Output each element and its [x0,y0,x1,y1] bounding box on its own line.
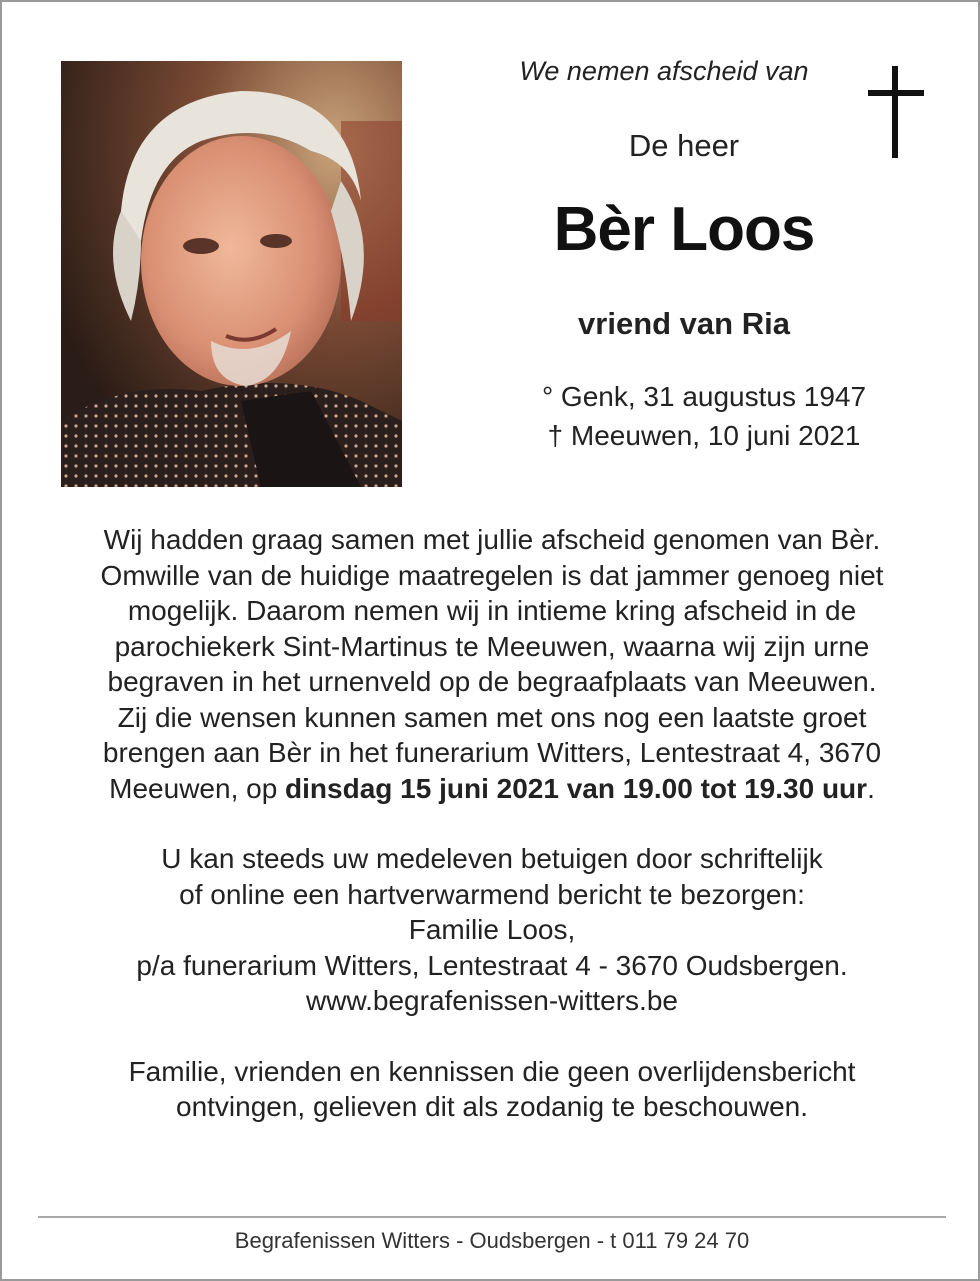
footer-contact: Begrafenissen Witters - Oudsbergen - t 011 79 24 70 [234,1228,750,1253]
notice-line-2: ontvingen, gelieven dit als zodanig te beschouwen. [176,1091,808,1122]
paragraph-visitation [32,700,952,807]
life-dates [482,377,926,455]
paragraph-condolence [32,841,952,1019]
website-link[interactable]: www.begrafenissen-witters.be [306,985,678,1016]
notice-body [32,522,952,1125]
relation-line: vriend van Ria [578,306,790,341]
deceased-name: Bèr Loos [553,195,815,264]
condolence-line-3: Familie Loos, [408,914,576,945]
footer-divider [38,1216,946,1218]
birth-line: ° Genk, 31 augustus 1947 [541,381,867,412]
visitation-end: . [867,772,875,804]
notice-line-1: Familie, vrienden en kennissen die geen overlijdensbericht [128,1055,856,1087]
paragraph-farewell: Wij hadden graag samen met jullie afscheid genomen van Bèr. Omwille van de huidige maatregelen is dat jammer genoeg niet mogelijk. Daarom nemen wij in intieme kring afscheid in de parochiekerk Sint-Martinus te Meeuwen, waarna wij zijn urne begraven in het urnenveld op de begraafplaats van Meeuwen. [100,524,884,697]
condolence-address: p/a funerarium Witters, Lentestraat 4 - 3670 Oudsbergen. [136,949,848,981]
visitation-time: dinsdag 15 juni 2021 van 19.00 tot 19.30 uur [285,772,868,804]
death-line: † Meeuwen, 10 juni 2021 [547,420,861,451]
portrait-photo [61,61,402,487]
intro-line: We nemen afscheid van [519,56,809,86]
condolence-line-2: of online een hartverwarmend bericht te bezorgen: [179,878,805,910]
cross-icon [868,66,924,158]
salutation: De heer [628,128,740,163]
condolence-line-1: U kan steeds uw medeleven betuigen door schriftelijk [161,843,823,874]
paragraph-notice [32,1054,952,1125]
visitation-text: Zij die wensen kunnen samen met ons nog een laatste groet brengen aan Bèr in het funerarium Witters, Lentestraat 4, 3670 Meeuwen, op [102,701,882,804]
portrait-image [61,61,402,487]
